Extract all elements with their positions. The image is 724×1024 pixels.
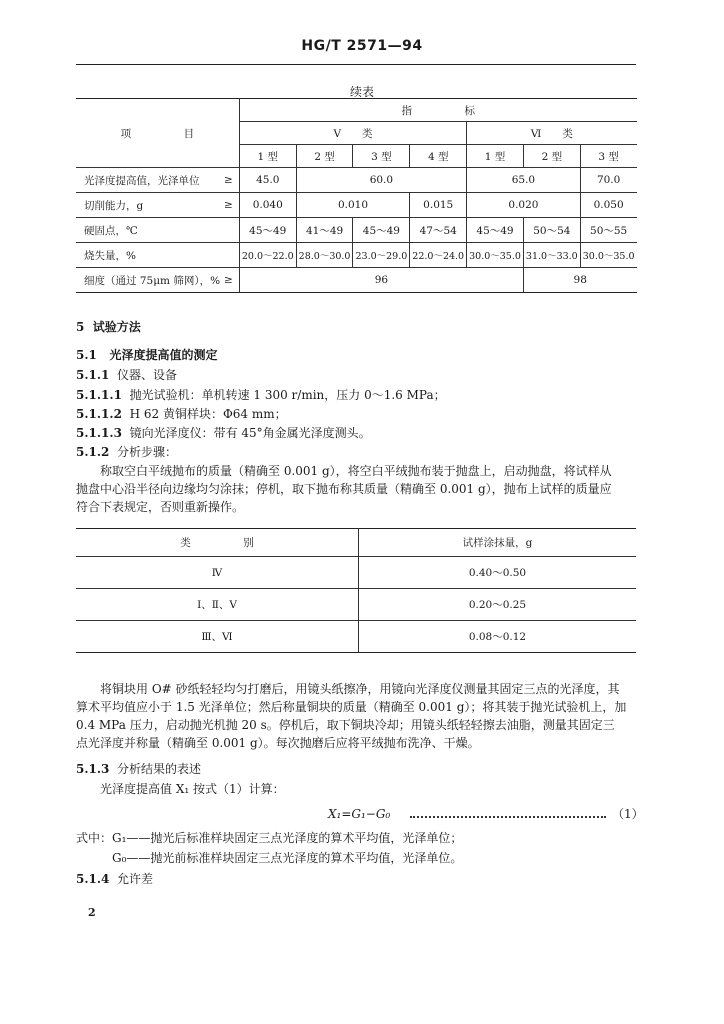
ge-sign: ≥ xyxy=(222,168,239,193)
type-header: 1 型 xyxy=(467,145,524,168)
section-5-1-heading: 5.1 光泽度提高值的测定 xyxy=(76,348,218,362)
type-header: 2 型 xyxy=(523,145,580,168)
type-header: 4 型 xyxy=(410,145,467,168)
class-cell: Ⅰ、Ⅱ、Ⅴ xyxy=(76,589,359,621)
type-header: 1 型 xyxy=(239,145,296,168)
item-5-1-1-3: 5.1.1.3 镜向光泽度仪：带有 45°角金属光泽度测头。 xyxy=(76,426,371,440)
type-header: 3 型 xyxy=(580,145,636,168)
cell-value: 65.0 xyxy=(467,168,581,193)
cell-value: 0.015 xyxy=(410,193,467,218)
procedure-paragraph: 称取空白平绒抛布的质量（精确至 0.001 g），将空白平绒抛布装于抛盘上，启动抛盘，将试样从 抛盘中心沿半径向边缘均匀涂抹；停机，取下抛布称其质量（精确至 0.001 g），抛布上试样的质量应 符合下表规定，否则重新操作。 xyxy=(76,464,612,514)
cell-value: 50～55 xyxy=(580,218,636,243)
row-label: 硬固点，℃ xyxy=(76,218,239,243)
spec-table xyxy=(76,98,637,293)
cell-value: 0.050 xyxy=(580,193,636,218)
row-label: 切削能力，g xyxy=(76,193,222,218)
item-5-1-1-2: 5.1.1.2 H 62 黄铜样块：Φ64 mm； xyxy=(76,407,287,421)
class-v-header: Ⅴ 类 xyxy=(239,122,466,145)
header-rule xyxy=(76,64,636,65)
class-cell: Ⅳ xyxy=(76,557,359,589)
formula-number: （1） xyxy=(612,807,644,821)
cell-value: 45～49 xyxy=(353,218,410,243)
cell-value: 22.0～24.0 xyxy=(410,243,467,268)
amount-header: 试样涂抹量，g xyxy=(359,529,637,557)
section-5-1-2-heading: 5.1.2 分析步骤： xyxy=(76,445,178,459)
class-cell: Ⅲ、Ⅵ xyxy=(76,621,359,653)
where-g0: G₀——抛光前标准样块固定三点光泽度的算术平均值，光泽单位。 xyxy=(112,851,463,865)
cell-value: 0.010 xyxy=(296,193,410,218)
cell-value: 0.020 xyxy=(467,193,581,218)
cell-value: 98 xyxy=(523,268,636,293)
index-header: 指 标 xyxy=(239,99,636,122)
amount-cell: 0.20～0.25 xyxy=(359,589,637,621)
where-g1: 式中：G₁——抛光后标准样块固定三点光泽度的算术平均值，光泽单位； xyxy=(76,831,463,845)
type-header: 2 型 xyxy=(296,145,353,168)
cell-value: 45～49 xyxy=(239,218,296,243)
formula-leader xyxy=(410,816,606,818)
cell-value: 31.0～33.0 xyxy=(523,243,580,268)
polish-paragraph: 将铜块用 O# 砂纸轻轻均匀打磨后，用镜头纸擦净，用镜向光泽度仪测量其固定三点的光泽度，其 算术平均值应小于 1.5 光泽单位；然后称量铜块的质量（精确至 0.001 g）；将其装于抛光试验机上，加 0.4 MPa 压力，启动抛光机抛 20 s。停机后，取下铜块冷却；用镜头纸轻轻擦去油脂，测量其固定三 点光泽度并称量（精确至 0.001 g）。每次抛磨后应将平绒抛布洗净、干燥。 xyxy=(76,682,627,750)
section-5-heading: 5 试验方法 xyxy=(76,320,141,334)
section-5-1-4-heading: 5.1.4 允许差 xyxy=(76,872,154,886)
cell-value: 50～54 xyxy=(523,218,580,243)
cell-value: 41～49 xyxy=(296,218,353,243)
cell-value: 20.0～22.0 xyxy=(239,243,296,268)
class-header: 类 别 xyxy=(76,529,359,557)
cell-value: 96 xyxy=(239,268,523,293)
cell-value: 60.0 xyxy=(296,168,466,193)
type-header: 3 型 xyxy=(353,145,410,168)
ge-sign: ≥ xyxy=(222,193,239,218)
page-number: 2 xyxy=(88,906,96,919)
cell-value: 30.0～35.0 xyxy=(467,243,524,268)
cell-value: 70.0 xyxy=(580,168,636,193)
cell-value: 0.040 xyxy=(239,193,296,218)
formula-intro: 光泽度提高值 X₁ 按式（1）计算： xyxy=(100,782,285,796)
cell-value: 47～54 xyxy=(410,218,467,243)
standard-code: HG/T 2571—94 xyxy=(301,38,423,54)
continued-label: 续表 xyxy=(349,85,374,99)
section-5-1-3-heading: 5.1.3 分析结果的表述 xyxy=(76,762,202,776)
item-5-1-1-1: 5.1.1.1 抛光试验机：单机转速 1 300 r/min，压力 0～1.6 MPa； xyxy=(76,388,446,402)
sample-amount-table xyxy=(76,528,636,653)
item-header: 项 目 xyxy=(76,99,239,168)
cell-value: 30.0～35.0 xyxy=(580,243,636,268)
amount-cell: 0.40～0.50 xyxy=(359,557,637,589)
row-label: 烧失量，% xyxy=(76,243,239,268)
cell-value: 45.0 xyxy=(239,168,296,193)
cell-value: 23.0～29.0 xyxy=(353,243,410,268)
section-5-1-1-heading: 5.1.1 仪器、设备 xyxy=(76,368,178,382)
amount-cell: 0.08～0.12 xyxy=(359,621,637,653)
ge-sign: ≥ xyxy=(222,268,239,293)
cell-value: 45～49 xyxy=(467,218,524,243)
formula: X₁=G₁−G₀ xyxy=(328,807,391,821)
row-label: 细度（通过 75μm 筛网），% xyxy=(76,268,222,293)
class-vi-header: Ⅵ 类 xyxy=(467,122,637,145)
cell-value: 28.0～30.0 xyxy=(296,243,353,268)
row-label: 光泽度提高值，光泽单位 xyxy=(76,168,222,193)
